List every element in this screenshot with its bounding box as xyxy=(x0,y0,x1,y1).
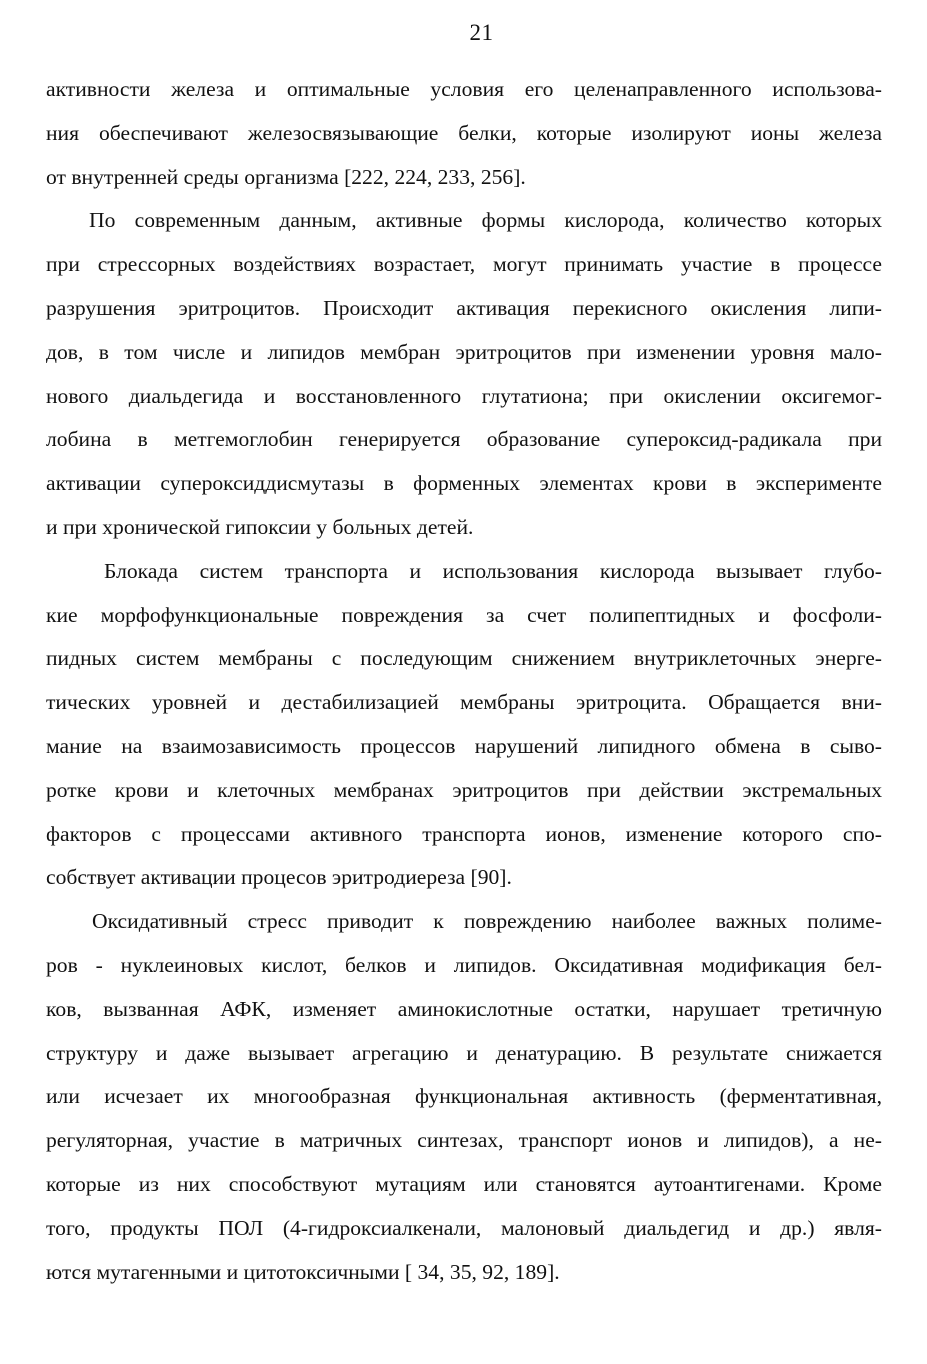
text-line: которые из них способствуют мутациям или становятся аутоантигенами. Кроме xyxy=(46,1171,882,1196)
text-line: ров - нуклеиновых кислот, белков и липидов. Оксидативная модификация бел- xyxy=(46,952,882,977)
text-line: при стрессорных воздействиях возрастает, могут принимать участие в процессе xyxy=(46,252,882,277)
text-line: По современным данным, активные формы кислорода, количество которых xyxy=(89,208,882,233)
text-line: ротке крови и клеточных мембранах эритроцитов при действии экстремальных xyxy=(46,777,882,802)
text-line: пидных систем мембраны с последующим снижением внутриклеточных энерге- xyxy=(46,646,882,671)
paragraph-2 xyxy=(46,199,882,549)
text-line: кие морфофункциональные повреждения за счет полипептидных и фосфоли- xyxy=(46,602,882,627)
text-line: структуру и даже вызывает агрегацию и денатурацию. В результате снижается xyxy=(46,1040,882,1065)
paragraph-3 xyxy=(46,550,882,900)
text-line: разрушения эритроцитов. Происходит активация перекисного окисления липи- xyxy=(46,295,882,320)
paragraph-4 xyxy=(46,900,882,1294)
text-line: дов, в том числе и липидов мембран эритроцитов при изменении уровня мало- xyxy=(46,339,882,364)
text-line: от внутренней среды организма [222, 224, 233, 256]. xyxy=(46,164,526,189)
text-line: или исчезает их многообразная функциональная активность (ферментативная, xyxy=(46,1084,882,1109)
text-line: того, продукты ПОЛ (4-гидроксиалкенали, малоновый диальдегид и др.) явля- xyxy=(46,1215,882,1240)
text-line: ния обеспечивают железосвязывающие белки, которые изолируют ионы железа xyxy=(46,120,882,145)
text-line: тических уровней и дестабилизацией мембраны эритроцита. Обращается вни- xyxy=(46,690,882,715)
paragraph-1 xyxy=(46,68,882,199)
text-line: мание на взаимозависимость процессов нарушений липидного обмена в сыво- xyxy=(46,733,882,758)
text-line: Блокада систем транспорта и использования кислорода вызывает глубо- xyxy=(104,558,882,583)
text-line: факторов с процессами активного транспорта ионов, изменение которого спо- xyxy=(46,821,882,846)
text-line: регуляторная, участие в матричных синтезах, транспорт ионов и липидов), а не- xyxy=(46,1128,882,1153)
text-line: собствует активации процесов эритродиереза [90]. xyxy=(46,865,512,890)
text-line: нового диальдегида и восстановленного глутатиона; при окислении оксигемог- xyxy=(46,383,882,408)
text-line: и при хронической гипоксии у больных детей. xyxy=(46,514,474,539)
text-line: активации супероксиддисмутазы в форменных элементах крови в эксперименте xyxy=(46,471,882,496)
text-line: ются мутагенными и цитотоксичными [ 34, 35, 92, 189]. xyxy=(46,1259,560,1284)
page-number: 21 xyxy=(469,20,494,45)
body-text xyxy=(46,68,882,1294)
text-line: ков, вызванная АФК, изменяет аминокислотные остатки, нарушает третичную xyxy=(46,996,882,1021)
text-line: лобина в метгемоглобин генерируется образование супероксид-радикала при xyxy=(46,427,882,452)
text-line: Оксидативный стресс приводит к повреждению наиболее важных полиме- xyxy=(92,909,882,934)
text-line: активности железа и оптимальные условия его целенаправленного использова- xyxy=(46,77,882,101)
